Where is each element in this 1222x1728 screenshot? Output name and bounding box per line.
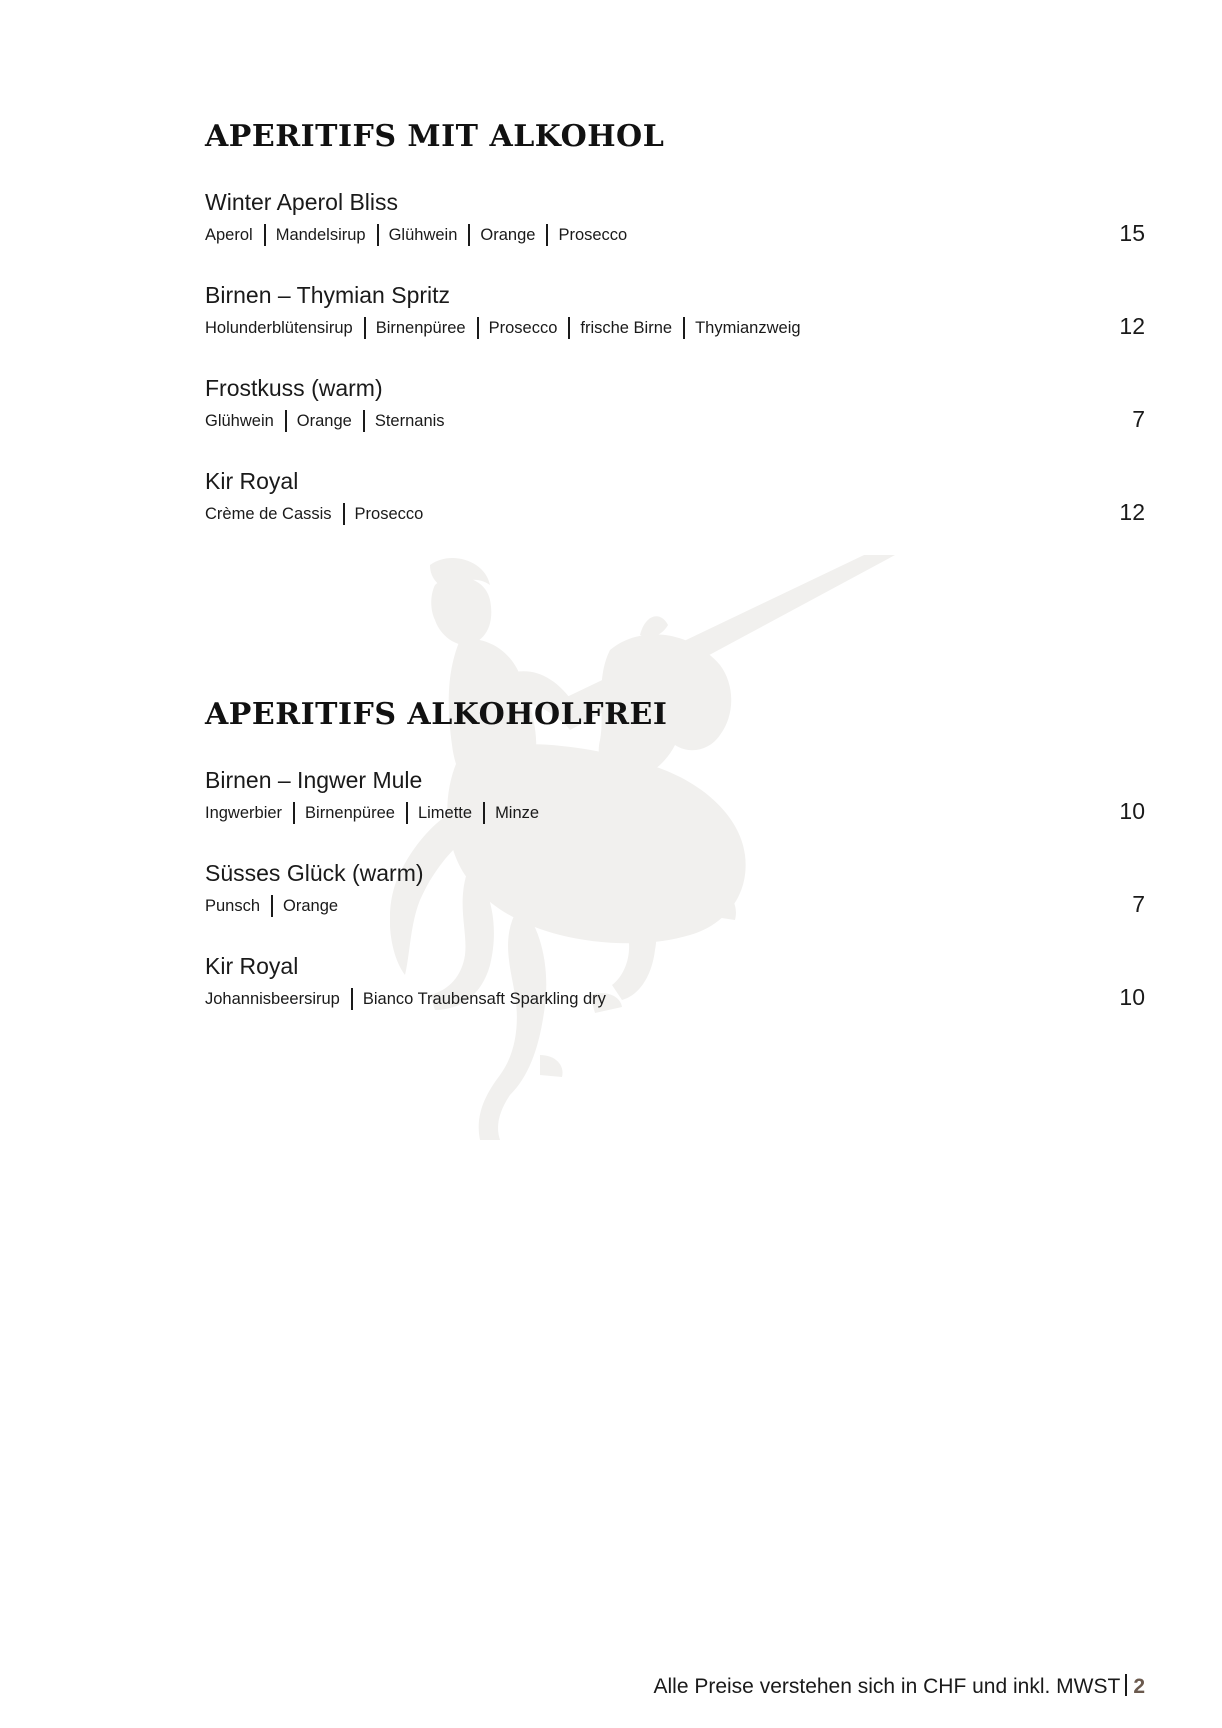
ingredient: Punsch (205, 896, 261, 915)
ingredient: Glühwein (205, 411, 274, 430)
item-price: 12 (1119, 313, 1145, 339)
separator (377, 224, 379, 246)
item-name: Süsses Glück (warm) (205, 860, 424, 886)
ingredient: Bianco Traubensaft Sparkling dry (362, 989, 606, 1008)
section-title: APERITIFS MIT ALKOHOL (205, 119, 665, 154)
ingredient: Prosecco (488, 318, 558, 337)
section-aperitifs-alkoholfrei (205, 695, 1145, 1044)
item-price: 7 (1132, 406, 1145, 432)
ingredient: Mandelsirup (275, 225, 366, 244)
separator (285, 410, 287, 432)
item-price: 7 (1132, 891, 1145, 917)
footer-text: Alle Preise verstehen sich in CHF und inkl. MWST (653, 1675, 1121, 1698)
section-title: APERITIFS ALKOHOLFREI (205, 697, 668, 732)
item-price: 10 (1119, 798, 1145, 824)
item-name: Winter Aperol Bliss (205, 189, 399, 215)
item-ingredients (205, 501, 423, 526)
separator (406, 802, 408, 824)
separator (483, 802, 485, 824)
item-price: 10 (1119, 984, 1145, 1010)
menu-item (205, 466, 1145, 559)
separator (351, 988, 353, 1010)
ingredient: Birnenpüree (375, 318, 466, 337)
ingredient: Prosecco (354, 504, 424, 523)
page-number: 2 (1133, 1675, 1145, 1698)
menu-item (205, 280, 1145, 373)
ingredient: Orange (283, 896, 339, 915)
separator (264, 224, 266, 246)
item-ingredients (205, 222, 627, 247)
ingredient: Limette (417, 803, 473, 822)
item-price: 12 (1119, 499, 1145, 525)
item-ingredients (205, 986, 606, 1011)
item-ingredients (205, 893, 338, 918)
separator (568, 317, 570, 339)
ingredient: Orange (480, 225, 536, 244)
item-ingredients (205, 315, 801, 340)
ingredient: frische Birne (580, 318, 673, 337)
separator (546, 224, 548, 246)
page-footer (653, 1673, 1145, 1701)
menu-item (205, 951, 1145, 1044)
separator (468, 224, 470, 246)
ingredient: Holunderblütensirup (205, 318, 353, 337)
menu-item (205, 373, 1145, 466)
item-ingredients (205, 408, 445, 433)
footer-separator (1125, 1674, 1127, 1696)
ingredient: Ingwerbier (205, 803, 283, 822)
ingredient: Johannisbeersirup (205, 989, 340, 1008)
separator (683, 317, 685, 339)
ingredient: Aperol (205, 225, 253, 244)
separator (271, 895, 273, 917)
ingredient: Thymianzweig (695, 318, 801, 337)
separator (343, 503, 345, 525)
ingredient: Orange (296, 411, 352, 430)
menu-item (205, 858, 1145, 951)
item-name: Kir Royal (205, 468, 299, 494)
item-name: Frostkuss (warm) (205, 375, 383, 401)
separator (363, 410, 365, 432)
separator (293, 802, 295, 824)
menu-item (205, 187, 1145, 280)
ingredient: Crème de Cassis (205, 504, 332, 523)
item-name: Birnen – Thymian Spritz (205, 282, 451, 308)
separator (364, 317, 366, 339)
ingredient: Prosecco (558, 225, 628, 244)
ingredient: Sternanis (374, 411, 445, 430)
ingredient: Glühwein (388, 225, 458, 244)
menu-item (205, 765, 1145, 858)
item-name: Kir Royal (205, 953, 299, 979)
item-ingredients (205, 800, 539, 825)
item-price: 15 (1119, 220, 1145, 246)
item-name: Birnen – Ingwer Mule (205, 767, 423, 793)
section-aperitifs-mit-alkohol (205, 117, 1145, 559)
ingredient: Minze (495, 803, 540, 822)
separator (477, 317, 479, 339)
ingredient: Birnenpüree (305, 803, 395, 822)
